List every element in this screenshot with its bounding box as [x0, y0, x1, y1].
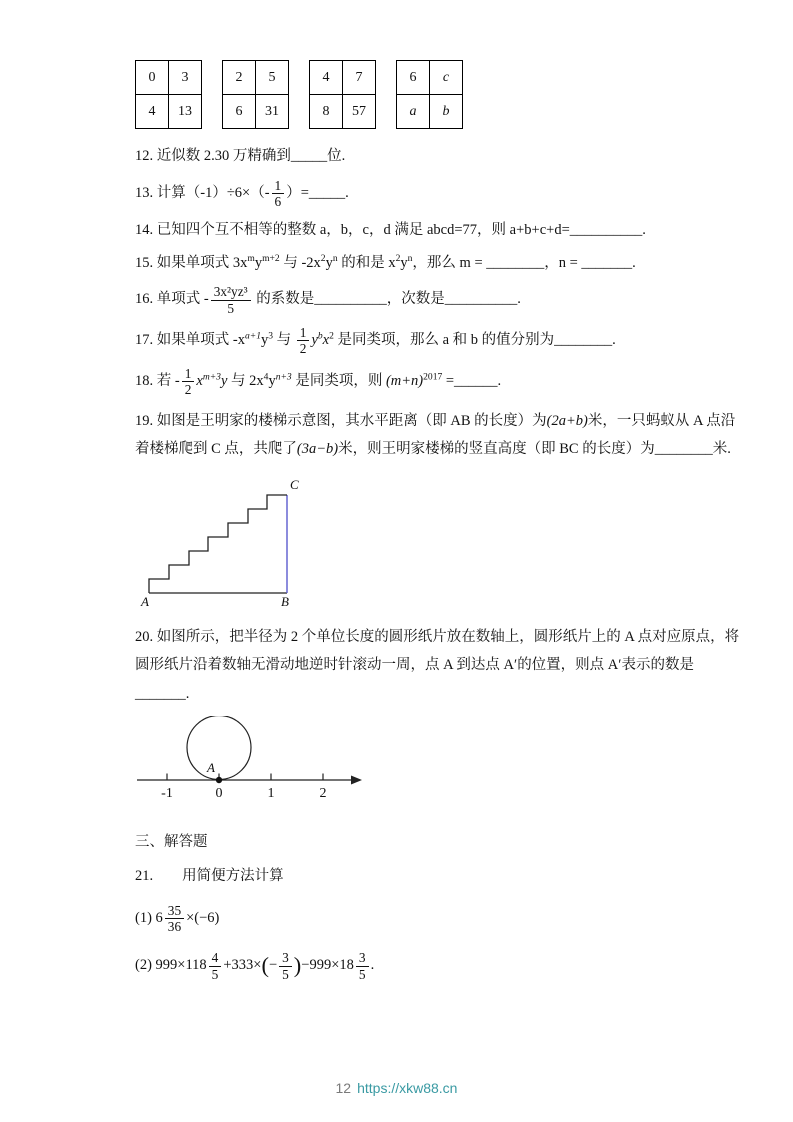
question-20	[135, 623, 748, 708]
fraction	[279, 950, 292, 982]
text-run: −	[268, 957, 278, 974]
question-17	[135, 325, 748, 357]
tick-label: 2	[319, 785, 327, 801]
question-21-head	[135, 865, 748, 889]
superscript: 2	[395, 252, 401, 264]
number-line-figure	[135, 716, 365, 808]
number-line-arrowhead	[351, 775, 362, 784]
stairs-label-b: B	[281, 594, 289, 610]
text-run: y	[325, 254, 333, 271]
text-run: 12. 近似数 2.30 万精确到_____位.	[135, 148, 346, 164]
text-run: (3a−b)	[296, 440, 339, 457]
table-cell: 3	[169, 61, 202, 95]
text-run: (2) 999×118	[135, 957, 207, 974]
fraction-denominator: 2	[299, 341, 307, 357]
fraction-denominator: 5	[211, 966, 219, 982]
pattern-table-4	[396, 60, 463, 129]
text-run: 与 -2x	[279, 254, 321, 271]
fraction-numerator: 1	[297, 325, 310, 341]
superscript: m	[247, 252, 255, 264]
fraction	[209, 950, 222, 982]
section-3-title: 三、解答题	[135, 833, 208, 850]
superscript: n+3	[275, 371, 292, 383]
text-run: ）=_____.	[286, 185, 349, 202]
text-run: 米，则王明家楼梯的竖直高度（即 BC 的长度）为________米.	[338, 440, 731, 457]
text-run: 20. 如图所示，把半径为 2 个单位长度的圆形纸片放在数轴上，圆形纸片上的 A 点对应原点，将圆形纸片沿着数轴无滑动地逆时针滚动一周，点 A 到达点 A′的位置，则点 A′表示的数是_______.	[135, 629, 740, 702]
text-run: −999×18	[301, 957, 354, 974]
text-run: 18. 若 -	[135, 373, 180, 389]
fraction	[165, 903, 184, 935]
table-cell: 6	[397, 61, 430, 95]
question-16	[135, 284, 748, 316]
text-run: y	[400, 254, 408, 271]
page-number: 12	[335, 1080, 352, 1096]
superscript: 2017	[423, 371, 443, 383]
fraction-numerator: 3	[356, 950, 369, 966]
fraction-denominator: 36	[167, 919, 182, 935]
superscript: 3	[268, 330, 274, 342]
text-run: 与 2x	[227, 373, 264, 389]
text-run: ，那么 m = ________，n = _______.	[412, 254, 636, 271]
stairs-label-a: A	[141, 594, 149, 610]
text-run: 21. 用简便方法计算	[135, 867, 284, 884]
text-run: y	[254, 254, 263, 271]
pattern-table-1	[135, 60, 202, 129]
table-cell: 4	[136, 95, 169, 129]
text-run: 15. 如果单项式 3x	[135, 254, 248, 271]
text-run: x	[196, 373, 203, 389]
text-run: 是同类项，则	[291, 373, 386, 389]
stairs-steps-path	[149, 495, 287, 593]
superscript: 4	[263, 371, 269, 383]
fraction-numerator: 1	[272, 178, 285, 194]
tick-label: 0	[215, 785, 223, 801]
tick-label: -1	[161, 785, 173, 801]
fraction-denominator: 5	[227, 300, 234, 316]
fraction-numerator: 3x²yz³	[211, 284, 251, 300]
table-cell: 6	[223, 95, 256, 129]
fraction	[272, 178, 285, 210]
fraction-denominator: 6	[274, 194, 282, 210]
stairs-label-c: C	[290, 477, 299, 493]
text-run: 的系数是__________，次数是__________.	[252, 291, 521, 308]
fraction-numerator: 35	[165, 903, 184, 919]
fraction-numerator: 3	[279, 950, 292, 966]
text-run: 米，一只蚂蚁从 A 点沿着楼梯爬到 C 点，共爬了	[135, 412, 736, 457]
table-cell: 0	[136, 61, 169, 95]
superscript: n	[407, 252, 413, 264]
text-run: (1) 6	[135, 909, 163, 926]
pattern-table-2	[222, 60, 289, 129]
number-pattern-tables	[135, 60, 748, 129]
superscript: m+2	[262, 252, 280, 264]
paper-circle	[187, 716, 251, 780]
table-cell: c	[430, 61, 463, 95]
superscript: m+3	[202, 371, 221, 383]
fraction-numerator: 1	[182, 366, 195, 382]
text-run: .	[370, 957, 375, 974]
question-19	[135, 407, 748, 464]
text-run: (m+n)	[385, 373, 424, 389]
text-run: y	[260, 332, 269, 349]
page-footer	[0, 1080, 793, 1096]
superscript: n	[332, 252, 338, 264]
fraction-denominator: 2	[184, 382, 192, 398]
table-cell: 5	[256, 61, 289, 95]
pattern-table-3	[309, 60, 376, 129]
table-cell: b	[430, 95, 463, 129]
text-run: 的和是 x	[337, 254, 396, 271]
table-cell: a	[397, 95, 430, 129]
fraction-denominator: 5	[282, 966, 289, 982]
point-a-label: A	[207, 759, 215, 775]
text-run: y	[268, 373, 276, 389]
text-run: 17. 如果单项式 -x	[135, 332, 245, 349]
text-run: 与	[273, 332, 295, 349]
fraction-denominator: 5	[358, 966, 366, 982]
question-12	[135, 145, 748, 169]
question-21-item-2	[135, 950, 748, 982]
tick-label: 1	[267, 785, 275, 801]
superscript: b	[317, 330, 323, 342]
text-run: y	[220, 373, 228, 389]
text-run: 13. 计算（-1）÷6×（-	[135, 185, 270, 202]
text-run: x	[322, 332, 330, 349]
fraction	[356, 950, 369, 982]
question-14	[135, 219, 748, 243]
fraction	[182, 366, 195, 398]
fraction	[297, 325, 310, 357]
table-cell: 2	[223, 61, 256, 95]
text-run: =______.	[442, 373, 502, 389]
text-run: 是同类项，那么 a 和 b 的值分别为________.	[333, 332, 616, 349]
text-run: (2a+b)	[546, 412, 588, 429]
table-cell: 8	[310, 95, 343, 129]
text-run: 16. 单项式 -	[135, 291, 209, 308]
text-run: y	[311, 332, 318, 349]
question-18	[135, 366, 748, 398]
text-run: ×(−6)	[186, 909, 220, 926]
fraction-numerator: 4	[209, 950, 222, 966]
table-cell: 13	[169, 95, 202, 129]
question-21-item-1	[135, 903, 748, 935]
text-run: 19. 如图是王明家的楼梯示意图，其水平距离（即 AB 的长度）为	[135, 412, 547, 429]
big-paren: (	[261, 953, 269, 979]
footer-link[interactable]: https://xkw88.cn	[357, 1080, 458, 1096]
table-cell: 57	[343, 95, 376, 129]
staircase-figure	[139, 475, 307, 609]
table-cell: 4	[310, 61, 343, 95]
table-cell: 7	[343, 61, 376, 95]
superscript: 2	[329, 330, 334, 342]
superscript: a+1	[244, 330, 261, 342]
text-run: +333×	[223, 957, 262, 974]
point-a-dot	[216, 777, 222, 783]
fraction	[211, 284, 251, 316]
question-13	[135, 178, 748, 210]
question-15	[135, 252, 748, 276]
superscript: 2	[320, 252, 326, 264]
text-run: 14. 已知四个互不相等的整数 a，b，c，d 满足 abcd=77，则 a+b+c+d=__________.	[135, 221, 646, 238]
big-paren: )	[293, 953, 302, 979]
table-cell: 31	[256, 95, 289, 129]
